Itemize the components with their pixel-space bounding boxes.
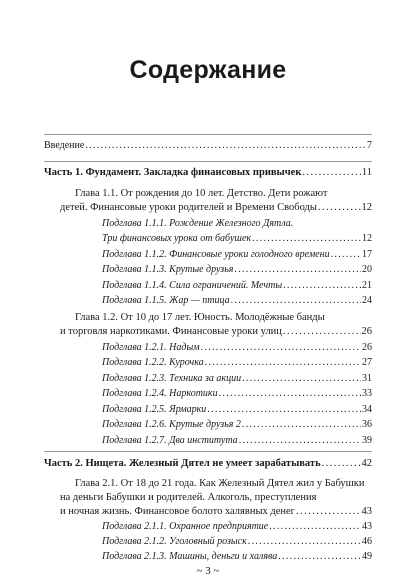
divider [44,161,372,162]
toc-entry-sub-1-2-6[interactable]: Подглава 1.2.6. Крутые друзья 2 . . . 36 [102,419,372,431]
toc-entry-chapter-2-1[interactable]: Глава 2.1. От 18 до 21 года. Как Железный Дятел жил у Бабушки [75,478,365,489]
toc-entry-sub-1-1-1[interactable]: Подглава 1.1.1. Рождение Железного Дятла. [102,218,294,229]
toc-entry-sub-1-2-3[interactable]: Подглава 1.2.3. Техника за акции . . . 31 [102,373,372,385]
divider [44,451,372,452]
toc-entry-part-1[interactable]: Часть 1. Фундамент. Закладка финансовых привычек . . . 11 [44,167,372,179]
toc-entry-sub-2-1-1[interactable]: Подглава 2.1.1. Охранное предприятие . . . 43 [102,521,372,533]
toc-entry-sub-1-1-1-cont[interactable]: Три финансовых урока от бабушек . . . 12 [102,233,372,245]
toc-entry-part-2[interactable]: Часть 2. Нищета. Железный Дятел не умеет зарабатывать . . . 42 [44,458,372,470]
toc-entry-sub-1-2-4[interactable]: Подглава 1.2.4. Наркотики . . . 33 [102,388,372,400]
toc-entry-chapter-1-1[interactable]: Глава 1.1. От рождения до 10 лет. Детство. Дети рожают [75,188,328,199]
toc-entry-sub-1-2-7[interactable]: Подглава 1.2.7. Два института . . . 39 [102,435,372,447]
toc-entry-sub-1-2-5[interactable]: Подглава 1.2.5. Ярмарки . . . 34 [102,404,372,416]
toc-entry-sub-1-1-3[interactable]: Подглава 1.1.3. Крутые друзья . . . 20 [102,264,372,276]
toc-entry-sub-1-1-4[interactable]: Подглава 1.1.4. Сила ограничений. Мечты . . . 21 [102,280,372,292]
divider [44,134,372,135]
toc-entry-sub-1-2-1[interactable]: Подглава 1.2.1. Надым . . . 26 [102,342,372,354]
toc-entry-sub-1-1-5[interactable]: Подглава 1.1.5. Жар — птица . . . 24 [102,295,372,307]
toc-entry-sub-2-1-3[interactable]: Подглава 2.1.3. Машины, деньги и халява . . . 49 [102,551,372,563]
page-number: ~ 3 ~ [196,565,220,577]
toc-entry-sub-2-1-2[interactable]: Подглава 2.1.2. Уголовный розыск . . . 46 [102,536,372,548]
toc-entry-sub-1-1-2[interactable]: Подглава 1.1.2. Финансовые уроки голодного времени . . . 17 [102,249,372,261]
toc-entry-intro[interactable]: Введение . . . 7 [44,140,372,152]
toc-entry-sub-1-2-2[interactable]: Подглава 1.2.2. Курочка . . . 27 [102,357,372,369]
toc-entry-chapter-1-2-cont[interactable]: и торговля наркотиками. Финансовые уроки улиц . . . 26 [60,326,372,338]
page-title: Содержание [129,56,287,84]
toc-entry-chapter-2-1-cont-1[interactable]: на деньги Бабушки и родителей. Алкоголь, преступления [60,492,317,503]
toc-entry-chapter-1-1-cont[interactable]: детей. Финансовые уроки родителей и Времени Свободы . . . 12 [60,202,372,214]
toc-entry-chapter-2-1-cont-2[interactable]: и ночная жизнь. Финансовое болото халявных денег . . . 43 [60,506,372,518]
toc-entry-chapter-1-2[interactable]: Глава 1.2. От 10 до 17 лет. Юность. Молодёжные банды [75,312,325,323]
